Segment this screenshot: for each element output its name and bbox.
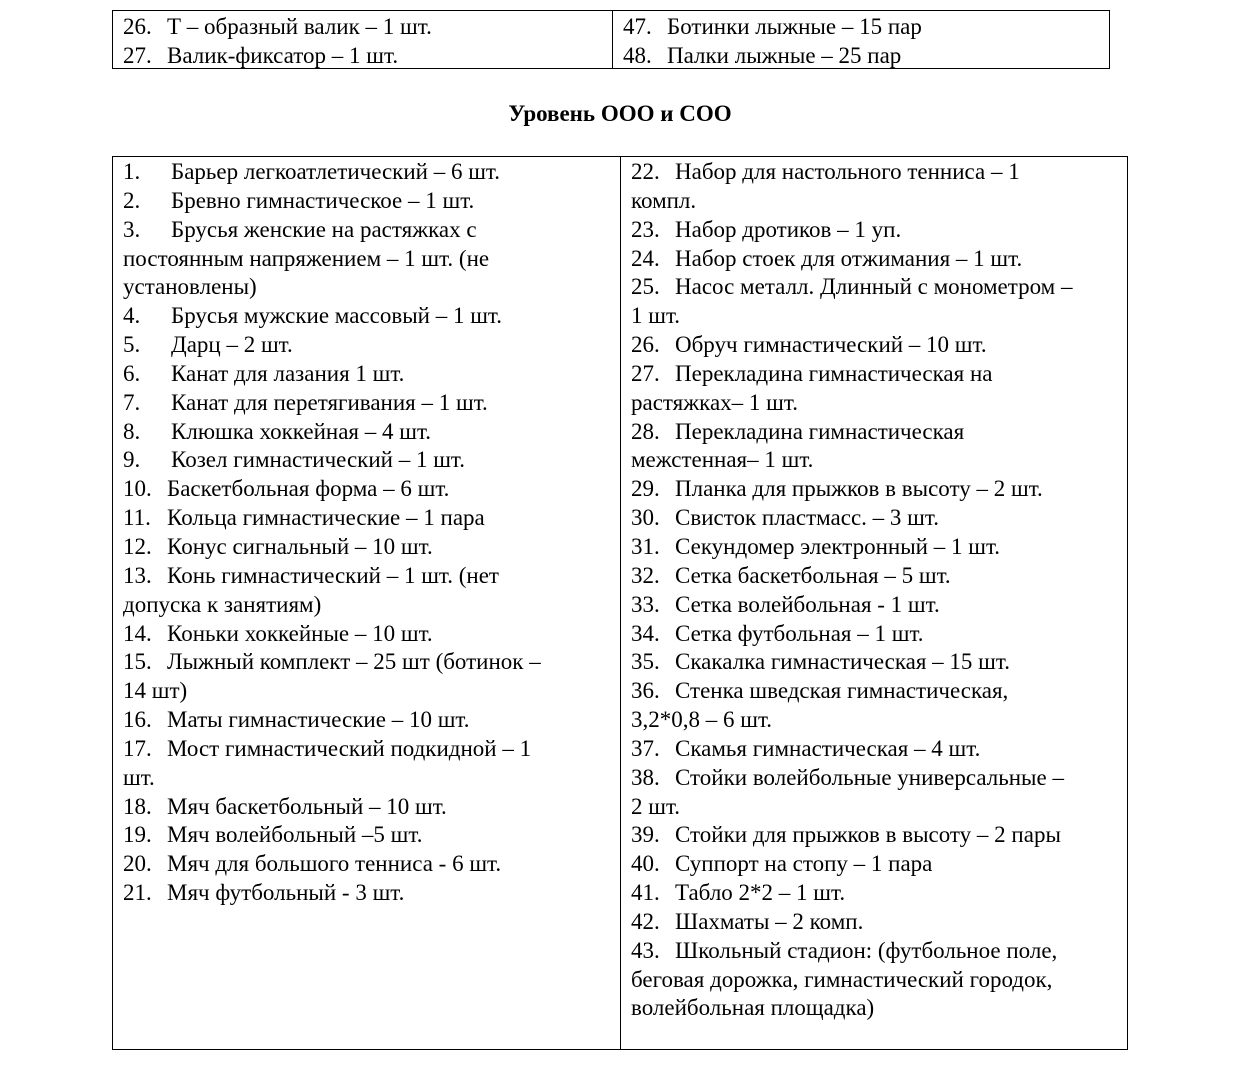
item-number: 27. [631, 360, 660, 386]
item-text: Перекладина гимнастическая [675, 418, 965, 444]
item-number: 32. [631, 562, 660, 588]
item-number: 2. [123, 187, 141, 213]
item-text: Мяч баскетбольный – 10 шт. [167, 793, 447, 819]
list-item [631, 245, 1117, 274]
item-text: Скакалка гимнастическая – 15 шт. [675, 649, 1010, 675]
item-text-continuation: растяжках– 1 шт. [631, 389, 798, 415]
list-item [631, 562, 1117, 591]
item-number: 20. [123, 851, 152, 877]
item-text: Набор для настольного тенниса – 1 [675, 159, 1020, 184]
list-item [631, 677, 1117, 706]
top-table-left-column [113, 11, 613, 68]
item-text: Брусья мужские массовый – 1 шт. [171, 303, 502, 329]
list-item [123, 331, 610, 360]
list-item [631, 908, 1117, 937]
item-text: Брусья женские на растяжках с [171, 216, 477, 242]
item-number: 3. [123, 216, 141, 242]
item-number: 35. [631, 649, 660, 675]
item-number: 12. [123, 533, 152, 559]
list-item [123, 42, 602, 71]
item-text: Баскетбольная форма – 6 шт. [167, 476, 450, 502]
item-number: 28. [631, 418, 660, 444]
item-text: Т – образный валик – 1 шт. [167, 14, 432, 39]
list-item [123, 706, 610, 735]
list-item [631, 735, 1117, 764]
item-text: Валик-фиксатор – 1 шт. [167, 42, 399, 68]
section-title: Уровень ООО и СОО [508, 101, 732, 126]
list-item [123, 562, 610, 591]
item-number: 9. [123, 447, 141, 473]
item-text: Табло 2*2 – 1 шт. [675, 880, 846, 906]
item-number: 23. [631, 216, 660, 242]
list-item [123, 389, 610, 418]
list-item [123, 735, 610, 764]
item-text: Обруч гимнастический – 10 шт. [675, 332, 987, 358]
top-table-right-column [613, 11, 1109, 68]
item-number: 34. [631, 620, 660, 646]
equipment-right-column [621, 157, 1127, 1049]
item-number: 48. [623, 42, 652, 68]
list-item [631, 879, 1117, 908]
item-text: Стойки волейбольные универсальные – [675, 764, 1064, 790]
list-item [123, 850, 610, 879]
item-text: Насос металл. Длинный с монометром – [675, 274, 1073, 300]
list-item [631, 620, 1117, 649]
item-number: 16. [123, 707, 152, 733]
item-number: 17. [123, 735, 152, 761]
item-text-continuation: допуска к занятиям) [123, 591, 322, 617]
list-item [123, 504, 610, 533]
list-item [123, 475, 610, 504]
item-text: Стенка шведская гимнастическая, [675, 678, 1009, 704]
list-item [123, 187, 610, 216]
item-text: Кольца гимнастические – 1 пара [167, 505, 485, 531]
item-text-continuation: компл. [631, 187, 697, 213]
item-number: 42. [631, 908, 660, 934]
item-text: Бревно гимнастическое – 1 шт. [171, 187, 475, 213]
item-text-continuation: 2 шт. [631, 793, 681, 819]
item-text: Канат для перетягивания – 1 шт. [171, 389, 488, 415]
item-text: Шахматы – 2 комп. [675, 908, 864, 934]
list-item [631, 475, 1117, 504]
item-number: 27. [123, 42, 152, 68]
item-text: Набор стоек для отжимания – 1 шт. [675, 245, 1023, 271]
item-number: 6. [123, 360, 141, 386]
list-item [631, 273, 1117, 302]
list-item [631, 216, 1117, 245]
item-number: 37. [631, 735, 660, 761]
item-text: Барьер легкоатлетический – 6 шт. [171, 159, 501, 184]
item-text-continuation: 3,2*0,8 – 6 шт. [631, 707, 773, 733]
item-text-continuation: беговая дорожка, гимнастический городок, [631, 966, 1053, 992]
item-text: Ботинки лыжные – 15 пар [667, 14, 922, 39]
list-item [123, 360, 610, 389]
item-text: Козел гимнастический – 1 шт. [171, 447, 465, 473]
item-text: Набор дротиков – 1 уп. [675, 216, 902, 242]
item-number: 15. [123, 649, 152, 675]
list-item [623, 13, 1099, 42]
item-text-continuation: межстенная– 1 шт. [631, 447, 814, 473]
list-item [631, 504, 1117, 533]
list-item [631, 418, 1117, 447]
item-number: 24. [631, 245, 660, 271]
equipment-table [112, 156, 1128, 1050]
item-number: 5. [123, 332, 141, 358]
list-item [123, 821, 610, 850]
item-number: 30. [631, 505, 660, 531]
item-number: 1. [123, 159, 141, 184]
item-number: 40. [631, 851, 660, 877]
item-text: Маты гимнастические – 10 шт. [167, 707, 470, 733]
item-text: Школьный стадион: (футбольное поле, [675, 937, 1058, 963]
list-item [631, 937, 1117, 966]
list-item [631, 764, 1117, 793]
item-number: 36. [631, 678, 660, 704]
equipment-left-column [113, 157, 621, 1049]
item-text-continuation: шт. [123, 764, 155, 790]
item-text: Клюшка хоккейная – 4 шт. [171, 418, 432, 444]
item-text-continuation: постоянным напряжением – 1 шт. (не [123, 245, 490, 271]
item-number: 29. [631, 476, 660, 502]
item-number: 41. [631, 880, 660, 906]
item-number: 10. [123, 476, 152, 502]
item-number: 33. [631, 591, 660, 617]
list-item [631, 331, 1117, 360]
item-text: Стойки для прыжков в высоту – 2 пары [675, 822, 1061, 848]
item-number: 43. [631, 937, 660, 963]
item-text: Секундомер электронный – 1 шт. [675, 533, 1001, 559]
list-item [123, 648, 610, 677]
list-item [123, 793, 610, 822]
item-text-continuation: 14 шт) [123, 678, 188, 704]
item-text: Сетка футбольная – 1 шт. [675, 620, 924, 646]
item-text: Лыжный комплект – 25 шт (ботинок – [167, 649, 541, 675]
list-item [631, 648, 1117, 677]
list-item [123, 418, 610, 447]
item-text-continuation: 1 шт. [631, 303, 681, 329]
item-text: Конус сигнальный – 10 шт. [167, 533, 433, 559]
list-item [631, 158, 1117, 187]
list-item [123, 13, 602, 42]
item-number: 38. [631, 764, 660, 790]
list-item [123, 216, 610, 245]
item-text: Мяч для большого тенниса - 6 шт. [167, 851, 502, 877]
item-number: 21. [123, 880, 152, 906]
item-text: Коньки хоккейные – 10 шт. [167, 620, 433, 646]
list-item [623, 42, 1099, 71]
item-text: Конь гимнастический – 1 шт. (нет [167, 562, 499, 588]
item-number: 26. [123, 14, 152, 39]
item-number: 18. [123, 793, 152, 819]
list-item [123, 620, 610, 649]
item-text: Мяч волейбольный –5 шт. [167, 822, 423, 848]
item-number: 7. [123, 389, 141, 415]
item-text: Перекладина гимнастическая на [675, 360, 993, 386]
item-text-continuation: установлены) [123, 274, 257, 300]
item-text: Канат для лазания 1 шт. [171, 360, 405, 386]
item-number: 22. [631, 159, 660, 184]
item-number: 26. [631, 332, 660, 358]
item-number: 19. [123, 822, 152, 848]
list-item [123, 879, 610, 908]
item-text: Сетка волейбольная - 1 шт. [675, 591, 940, 617]
list-item [123, 533, 610, 562]
item-number: 8. [123, 418, 141, 444]
item-text: Свисток пластмасс. – 3 шт. [675, 505, 939, 531]
item-text: Мяч футбольный - 3 шт. [167, 880, 405, 906]
item-text: Суппорт на стопу – 1 пара [675, 851, 933, 877]
item-text: Дарц – 2 шт. [171, 332, 293, 358]
item-number: 39. [631, 822, 660, 848]
item-text: Планка для прыжков в высоту – 2 шт. [675, 476, 1043, 502]
top-table [112, 10, 1110, 69]
list-item [631, 360, 1117, 389]
item-number: 13. [123, 562, 152, 588]
item-text: Мост гимнастический подкидной – 1 [167, 735, 532, 761]
list-item [631, 850, 1117, 879]
item-text-continuation: волейбольная площадка) [631, 995, 875, 1021]
item-number: 25. [631, 274, 660, 300]
item-text: Сетка баскетбольная – 5 шт. [675, 562, 951, 588]
list-item [123, 302, 610, 331]
item-number: 47. [623, 14, 652, 39]
item-number: 14. [123, 620, 152, 646]
list-item [631, 591, 1117, 620]
list-item [123, 158, 610, 187]
item-number: 4. [123, 303, 141, 329]
list-item [631, 821, 1117, 850]
list-item [123, 446, 610, 475]
item-text: Скамья гимнастическая – 4 шт. [675, 735, 981, 761]
item-number: 31. [631, 533, 660, 559]
item-number: 11. [123, 505, 151, 531]
list-item [631, 533, 1117, 562]
item-text: Палки лыжные – 25 пар [667, 42, 902, 68]
